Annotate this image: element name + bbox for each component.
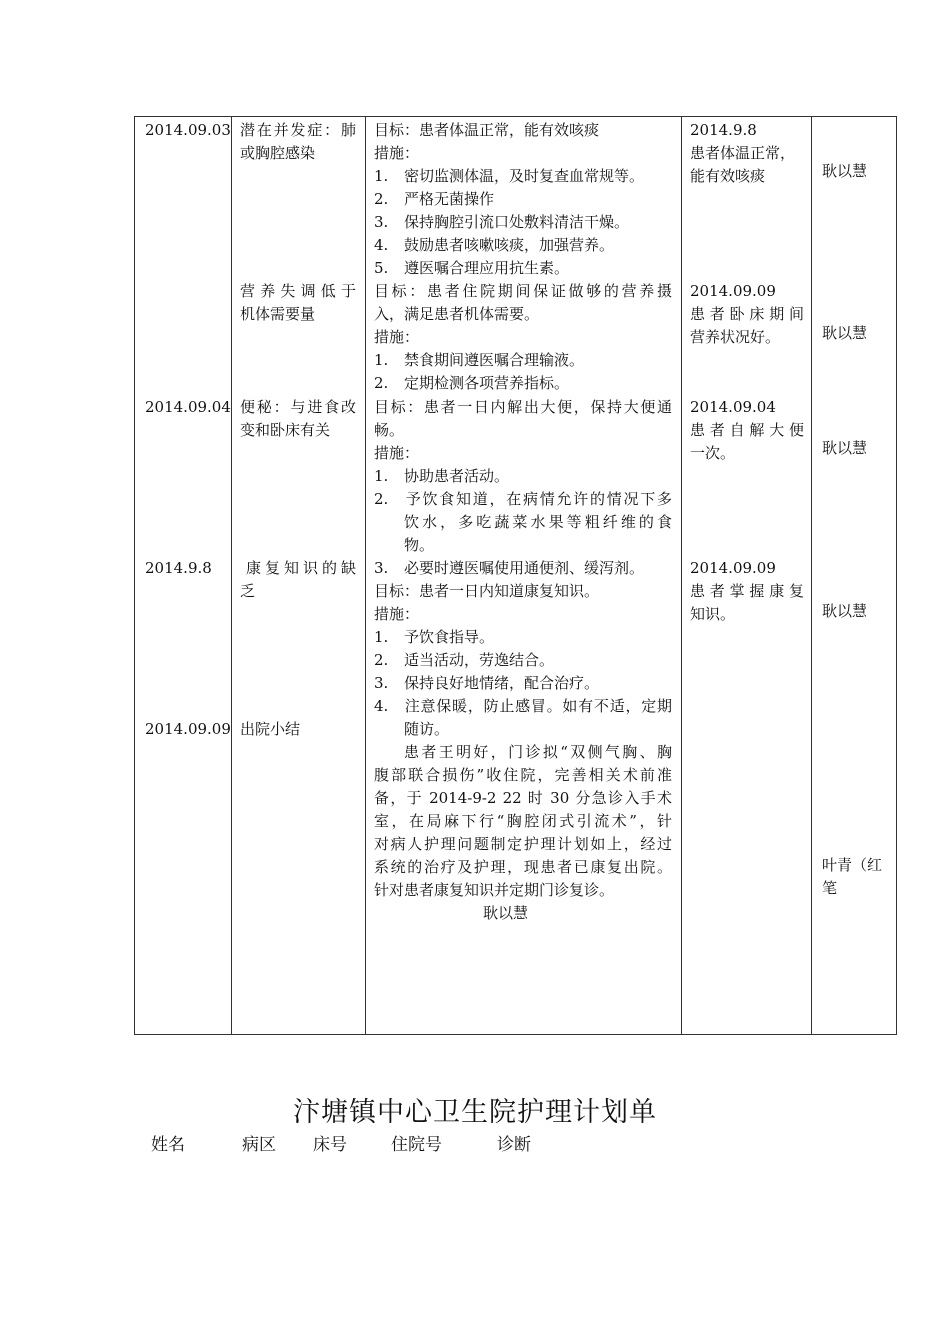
measure-item: 4. 注意保暖，防止感冒。如有不适，定期 xyxy=(374,697,672,715)
evaluation-text: 患者体温正常， xyxy=(690,144,796,162)
nursing-problem: 潜在并发症：肺 xyxy=(240,121,356,139)
signature: 笔 xyxy=(822,879,838,897)
header-field-diagnosis: 诊断 xyxy=(497,1135,531,1155)
measure-item: 2. 定期检测各项营养指标。 xyxy=(374,374,570,392)
signature: 叶青（红 xyxy=(822,856,883,874)
measure-item: 3. 必要时遵医嘱使用通便剂、缓泻剂。 xyxy=(374,559,645,577)
goal-text: 入，满足患者机体需要。 xyxy=(374,305,540,323)
measure-item: 4. 鼓励患者咳嗽咳痰，加强营养。 xyxy=(374,236,615,254)
goal-text: 目标：患者一日内解出大便，保持大便通 xyxy=(374,398,672,416)
measure-item-continued: 随访。 xyxy=(404,720,450,738)
evaluation-text: 营养状况好。 xyxy=(690,328,781,346)
signature: 耿以慧 xyxy=(822,439,868,457)
evaluation-text: 患者自解大便 xyxy=(690,421,804,439)
goal-text: 目标：患者一日内知道康复知识。 xyxy=(374,582,600,600)
nursing-problem: 或胸腔感染 xyxy=(240,144,316,162)
nursing-problem: 便秘：与进食改 xyxy=(240,398,356,416)
evaluation-text: 知识。 xyxy=(690,605,736,623)
measure-item: 2. 适当活动，劳逸结合。 xyxy=(374,651,555,669)
measure-item: 3. 保持良好地情绪，配合治疗。 xyxy=(374,674,600,692)
measures-label: 措施： xyxy=(374,444,420,462)
measure-item: 3. 保持胸腔引流口处敷料清洁干燥。 xyxy=(374,213,630,231)
evaluation-text: 患者卧床期间 xyxy=(690,305,804,323)
row-date: 2014.9.8 xyxy=(145,559,212,577)
nursing-problem: 营养失调低于 xyxy=(240,282,356,300)
goal-text: 畅。 xyxy=(374,421,405,439)
header-field-admission-number: 住院号 xyxy=(391,1135,442,1155)
measure-item: 1. 协助患者活动。 xyxy=(374,467,510,485)
discharge-summary-line: 备，于 2014-9-2 22 时 30 分急诊入手术 xyxy=(374,789,672,807)
nursing-plan-table xyxy=(134,116,897,1035)
discharge-summary-line: 腹部联合损伤”收住院，完善相关术前准 xyxy=(374,766,672,784)
discharge-summary-line: 患者王明好，门诊拟“双侧气胸、胸 xyxy=(404,743,672,761)
column-divider xyxy=(811,117,812,1034)
evaluation-date: 2014.9.8 xyxy=(690,121,757,139)
row-date: 2014.09.04 xyxy=(145,398,231,416)
measure-item: 1. 予饮食指导。 xyxy=(374,628,495,646)
nursing-problem: 康复知识的缺 xyxy=(246,559,356,577)
measures-label: 措施： xyxy=(374,144,420,162)
evaluation-date: 2014.09.04 xyxy=(690,398,776,416)
measure-item-continued: 物。 xyxy=(404,536,435,554)
nursing-problem: 出院小结 xyxy=(240,720,301,738)
summary-signature: 耿以慧 xyxy=(483,904,529,922)
measures-label: 措施： xyxy=(374,605,420,623)
measure-item: 2. 严格无菌操作 xyxy=(374,190,495,208)
document-title: 汴塘镇中心卫生院护理计划单 xyxy=(293,1097,657,1128)
discharge-summary-line: 针对患者康复知识并定期门诊复诊。 xyxy=(374,881,615,899)
column-divider xyxy=(365,117,366,1034)
nursing-problem: 乏 xyxy=(240,582,256,600)
measure-item: 5. 遵医嘱合理应用抗生素。 xyxy=(374,259,570,277)
discharge-summary-line: 系统的治疗及护理，现患者已康复出院。 xyxy=(374,858,672,876)
signature: 耿以慧 xyxy=(822,602,868,620)
evaluation-text: 一次。 xyxy=(690,444,736,462)
evaluation-text: 能有效咳痰 xyxy=(690,167,766,185)
column-divider xyxy=(231,117,232,1034)
header-field-name: 姓名 xyxy=(151,1135,185,1155)
header-field-ward: 病区 xyxy=(242,1135,276,1155)
measure-item: 1. 禁食期间遵医嘱合理输液。 xyxy=(374,351,585,369)
discharge-summary-line: 对病人护理问题制定护理计划如上，经过 xyxy=(374,835,672,853)
nursing-problem: 变和卧床有关 xyxy=(240,421,331,439)
measure-item: 1. 密切监测体温，及时复查血常规等。 xyxy=(374,167,645,185)
measure-item: 2. 予饮食知道，在病情允许的情况下多 xyxy=(374,490,672,508)
measures-label: 措施： xyxy=(374,328,420,346)
goal-text: 目标：患者体温正常，能有效咳痰 xyxy=(374,121,600,139)
evaluation-date: 2014.09.09 xyxy=(690,559,776,577)
header-field-bed: 床号 xyxy=(313,1135,347,1155)
signature: 耿以慧 xyxy=(822,324,868,342)
nursing-problem: 机体需要量 xyxy=(240,305,316,323)
signature: 耿以慧 xyxy=(822,162,868,180)
discharge-summary-line: 室，在局麻下行“胸腔闭式引流术”，针 xyxy=(374,812,672,830)
column-divider xyxy=(681,117,682,1034)
measure-item-continued: 饮水，多吃蔬菜水果等粗纤维的食 xyxy=(404,513,672,531)
row-date: 2014.09.03 xyxy=(145,121,231,139)
evaluation-text: 患者掌握康复 xyxy=(690,582,804,600)
goal-text: 目标：患者住院期间保证做够的营养摄 xyxy=(374,282,672,300)
row-date: 2014.09.09 xyxy=(145,720,231,738)
evaluation-date: 2014.09.09 xyxy=(690,282,776,300)
